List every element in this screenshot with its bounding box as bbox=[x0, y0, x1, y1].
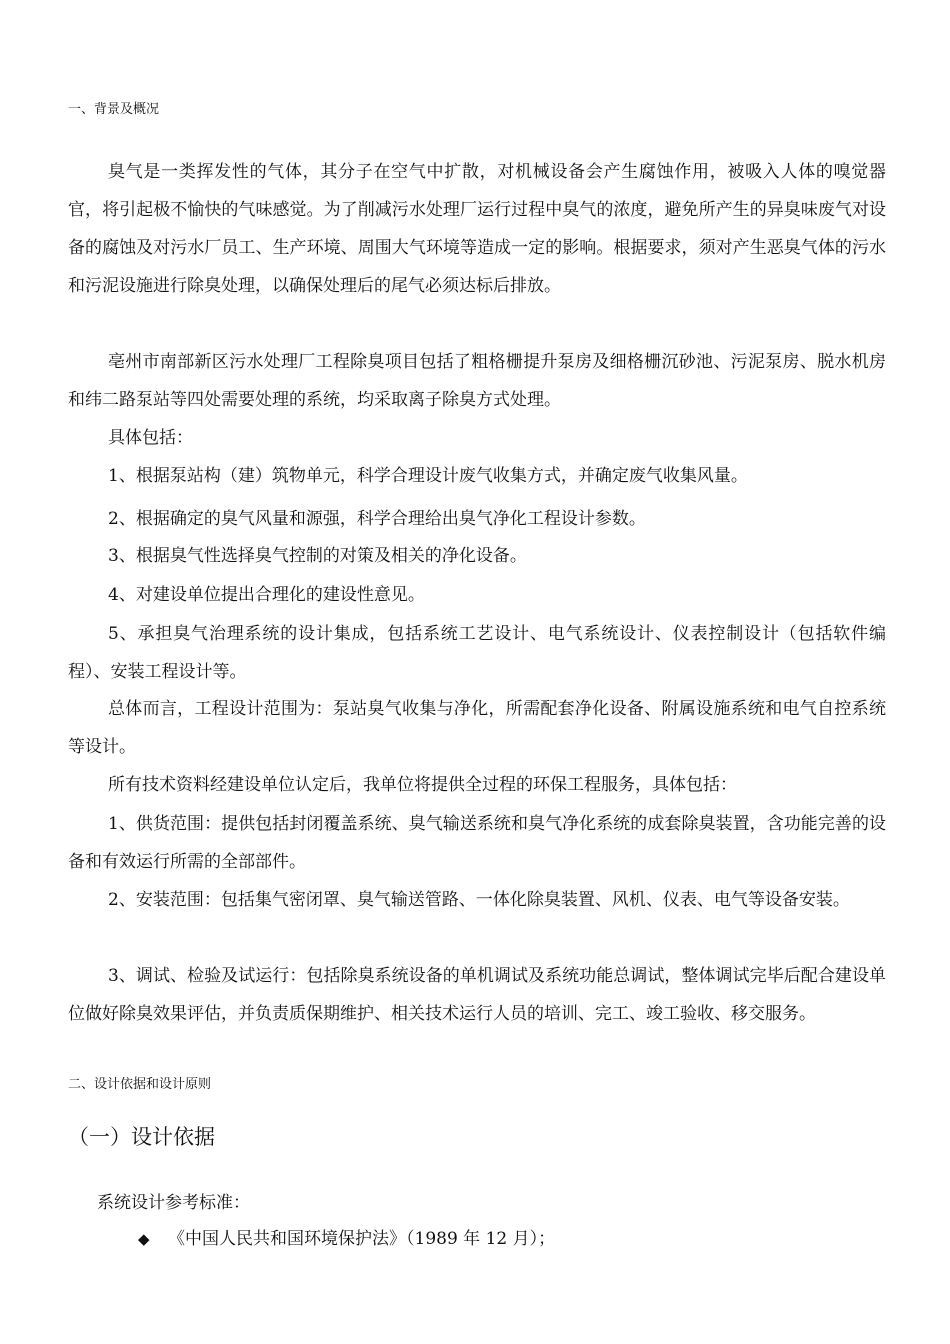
paragraph-services-intro: 所有技术资料经建设单位认定后，我单位将提供全过程的环保工程服务，具体包括： bbox=[108, 775, 737, 795]
paragraph-odor-intro: 臭气是一类挥发性的气体，其分子在空气中扩散，对机械设备会产生腐蚀作用，被吸入人体的嗅觉器官，将引起极不愉快的气味感觉。为了削减污水处理厂运行过程中臭气的浓度，避免所产生的异臭味废气对设备的腐蚀及对污水厂员工、生产环境、周围大气环境等造成一定的影响。根据要求，须对产生恶臭气体的污水和污泥设施进行除臭处理，以确保处理后的尾气必须达标后排放。 bbox=[68, 162, 886, 296]
list-item-3: 3、根据臭气性选择臭气控制的对策及相关的净化设备。 bbox=[108, 546, 527, 566]
list-item-1: 1、根据泵站构（建）筑物单元，科学合理设计废气收集方式，并确定废气收集风量。 bbox=[108, 466, 748, 486]
list-item-2: 2、根据确定的臭气风量和源强，科学合理给出臭气净化工程设计参数。 bbox=[108, 509, 646, 529]
diamond-bullet-icon: ◆ bbox=[138, 1230, 150, 1248]
service-item-supply: 1、供货范围：提供包括封闭覆盖系统、臭气输送系统和臭气净化系统的成套除臭装置，含功能完善的设备和有效运行所需的全部部件。 bbox=[68, 814, 886, 872]
paragraph-includes-label: 具体包括： bbox=[108, 428, 193, 448]
list-item-4: 4、对建设单位提出合理化的建设性意见。 bbox=[108, 585, 425, 605]
standards-list-item bbox=[138, 1227, 555, 1251]
service-item-installation: 2、安装范围：包括集气密闭罩、臭气输送管路、一体化除臭装置、风机、仪表、电气等设备安装。 bbox=[108, 890, 850, 910]
standards-label: 系统设计参考标准： bbox=[97, 1193, 250, 1213]
paragraph-overall-scope: 总体而言，工程设计范围为：泵站臭气收集与净化，所需配套净化设备、附属设施系统和电气自控系统等设计。 bbox=[68, 699, 886, 757]
paragraph-project-scope: 亳州市南部新区污水处理厂工程除臭项目包括了粗格栅提升泵房及细格栅沉砂池、污泥泵房、脱水机房和纬二路泵站等四处需要处理的系统，均采取离子除臭方式处理。 bbox=[68, 352, 886, 410]
section-heading-design-basis: 二、设计依据和设计原则 bbox=[68, 1077, 212, 1092]
service-item-commissioning: 3、调试、检验及试运行：包括除臭系统设备的单机调试及系统功能总调试，整体调试完毕后配合建设单位做好除臭效果评估，并负责质保期维护、相关技术运行人员的培训、完工、竣工验收、移交服务。 bbox=[68, 966, 886, 1024]
standard-title: 《中国人民共和国环境保护法》（1989 年 12 月）； bbox=[168, 1229, 556, 1249]
list-item-5: 5、承担臭气治理系统的设计集成，包括系统工艺设计、电气系统设计、仪表控制设计（包括软件编程）、安装工程设计等。 bbox=[68, 624, 886, 682]
subsection-heading: （一）设计依据 bbox=[68, 1125, 215, 1149]
section-heading-background: 一、背景及概况 bbox=[68, 102, 160, 117]
